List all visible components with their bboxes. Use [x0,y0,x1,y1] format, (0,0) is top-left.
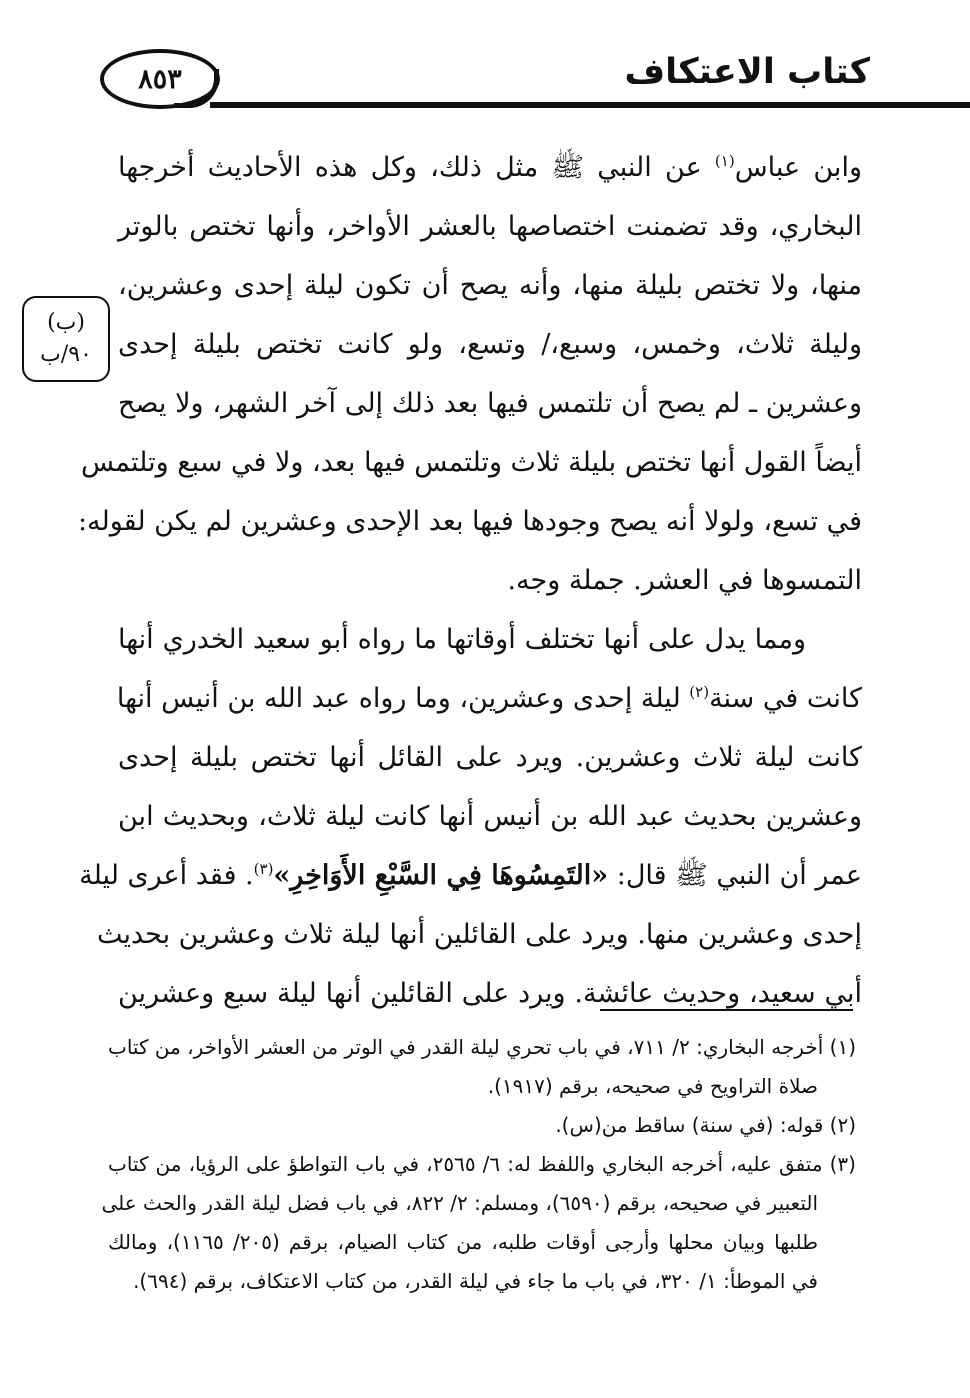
text-line: إحدى وعشرين منها. ويرد على القائلين أنها ليلة ثلاث وعشرين بحديث [96,919,862,950]
text-line: التمسوها في العشر. جملة وجه. [507,565,862,596]
main-text [77,138,862,1023]
manuscript-folio-note [22,296,110,382]
footnote-separator [600,1009,853,1011]
footnote-line: (٢) قوله: (في سنة) ساقط من(س). [555,1113,856,1137]
text-line: أبي سعيد، وحديث عائشة. ويرد على القائلين أنها ليلة سبع وعشرين [118,978,862,1009]
margin-note-line-1: (ب) [47,310,85,335]
footnote-line: في الموطأ: ١/ ٣٢٠، في باب ما جاء في ليلة القدر، من كتاب الاعتكاف، برقم (٦٩٤). [133,1269,818,1293]
text-line: وعشرين ـ لم يصح أن تلتمس فيها بعد ذلك إلى آخر الشهر، ولا يصح [118,388,862,419]
header-rule [210,102,970,108]
book-title: كتاب الاعتكاف [624,52,870,92]
footnote-line: صلاة التراويح في صحيحه، برقم (١٩١٧). [487,1074,818,1098]
text-line: وليلة ثلاث، وخمس، وسبع،/ وتسع، ولو كانت تختص بليلة إحدى [118,329,862,360]
text-line: وعشرين بحديث عبد الله بن أنيس أنها كانت ليلة ثلاث، وبحديث ابن [118,801,862,832]
footnote-marker: (١) [714,152,735,170]
text-line: أيضاً القول أنها تختص بليلة ثلاث وتلتمس فيها بعد، ولا في سبع وتلتمس [81,447,862,478]
footnote-line: التعبير في صحيحه، برقم (٦٥٩٠)، ومسلم: ٢/ ٨٢٢، في باب فضل ليلة القدر والحث على [101,1191,818,1215]
footnote-line: طلبها وبيان محلها وأرجى أوقات طلبه، من كتاب الصيام، برقم (٢٠٥/ ١١٦٥)، ومالك [108,1230,818,1254]
footnote-line: (١) أخرجه البخاري: ٢/ ٧١١، في باب تحري ليلة القدر في الوتر من العشر الأواخر، من كتاب [108,1035,857,1059]
text-line: كانت في سنة$^{(٢)}$ ليلة إحدى وعشرين، وما رواه عبد الله بن أنيس أنها [116,683,862,714]
text-line: ومما يدل على أنها تختلف أوقاتها ما رواه أبو سعيد الخدري أنها [118,624,806,655]
text-line: عمر أن النبي ﷺ قال: «التَمِسُوهَا فِي السَّبْعِ الأَوَاخِرِ»$^{(٣)}$. فقد أعرى ليلة [79,860,862,891]
footnote-marker: (٣) [253,860,274,878]
footnote-line: (٣) متفق عليه، أخرجه البخاري واللفظ له: ٦/ ٢٥٦٥، في باب التواطؤ على الرؤيا، من كتاب [108,1152,856,1176]
text-line: وابن عباس$^{(١)}$ عن النبي ﷺ مثل ذلك، وكل هذه الأحاديث أخرجها [118,152,862,183]
text-line: منها، ولا تختص بليلة منها، وأنه يصح أن تكون ليلة إحدى وعشرين، [118,270,862,301]
hadith-quote: «التَمِسُوهَا فِي السَّبْعِ الأَوَاخِرِ» [273,860,609,891]
margin-note-line-2: ٩٠/ب [40,342,92,367]
page-header [100,45,870,125]
text-line: كانت ليلة ثلاث وعشرين. ويرد على القائل أنها تختص بليلة إحدى [118,742,862,773]
text-line: في تسع، ولولا أنه يصح وجودها فيها بعد الإحدى وعشرين لم يكن لقوله: [77,506,862,537]
text-line: البخاري، وقد تضمنت اختصاصها بالعشر الأواخر، وأنها تختص بالوتر [118,211,862,242]
footnotes [101,1028,857,1301]
page-number: ٨٥٣ [138,63,182,95]
page-number-badge [100,49,220,109]
footnote-marker: (٢) [689,683,710,701]
